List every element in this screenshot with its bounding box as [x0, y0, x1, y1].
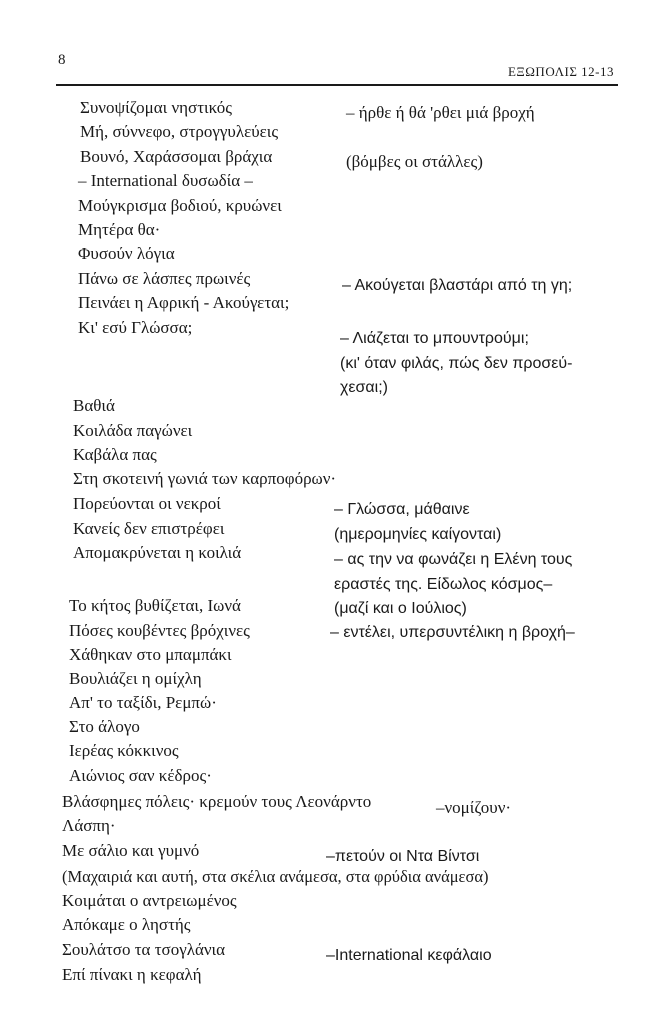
- poem-line-right: –International κεφάλαιο: [326, 947, 492, 964]
- poem-line: Βλάσφημες πόλεις· κρεμούν τους Λεονάρντο: [62, 792, 372, 811]
- poem-line: Απομακρύνεται η κοιλιά: [73, 543, 242, 562]
- poem-line: Πορεύονται οι νεκροί: [73, 494, 221, 513]
- poem-line-right: –νομίζουν·: [436, 798, 512, 817]
- poem-line: Φυσούν λόγια: [78, 244, 175, 263]
- poem-line: Απόκαμε ο ληστής: [62, 915, 191, 934]
- poem-line: Κι' εσύ Γλώσσα;: [78, 318, 193, 337]
- poem-line: Συνοψίζομαι νηστικός: [80, 98, 233, 117]
- poem-line: Αιώνιος σαν κέδρος·: [69, 766, 212, 785]
- poem-line-right: – Γλώσσα, μάθαινε: [334, 501, 470, 518]
- poem-line-right: – ήρθε ή θά 'ρθει μιά βροχή: [346, 103, 535, 122]
- page-number: 8: [58, 52, 66, 68]
- poem-line: Πάνω σε λάσπες πρωινές: [78, 269, 251, 288]
- poem-line: Πόσες κουβέντες βρόχινες: [69, 621, 250, 640]
- poem-line: Καβάλα πας: [73, 445, 157, 464]
- poem-line: Κοιλάδα παγώνει: [73, 421, 193, 440]
- poem-line: Σουλάτσο τα τσογλάνια: [62, 940, 226, 959]
- poem-line: Στο άλογο: [69, 717, 140, 736]
- poem-line: Μούγκρισμα βοδιού, κρυώνει: [78, 196, 282, 215]
- poem-line-right: εραστές της. Είδωλος κόσμος–: [334, 576, 553, 593]
- poem-line: Επί πίνακι η κεφαλή: [62, 965, 202, 984]
- poem-line-right: (μαζί και ο Ιούλιος): [334, 600, 467, 617]
- poem-line: Βουλιάζει η ομίχλη: [69, 669, 202, 688]
- poem-line: Πεινάει η Αφρική - Ακούγεται;: [78, 293, 290, 312]
- running-title: ΕΞΩΠΟΛΙΣ 12-13: [507, 64, 614, 79]
- poem-line: Κανείς δεν επιστρέφει: [73, 519, 225, 538]
- poem-line-right: – εντέλει, υπερσυντέλικη η βροχή–: [330, 624, 575, 641]
- poem-line-right: – ας την να φωνάζει η Ελένη τους: [334, 551, 573, 568]
- poem-line: Με σάλιο και γυμνό: [62, 841, 200, 860]
- poem-line-right: –πετούν οι Ντα Βίντσι: [326, 848, 480, 865]
- poem-line: – International δυσωδία –: [78, 171, 253, 190]
- poem-line-right: – Ακούγεται βλαστάρι από τη γη;: [342, 277, 573, 294]
- poem-line: (Μαχαιριά και αυτή, στα σκέλια ανάμεσα, στα φρύδια ανάμεσα): [62, 867, 489, 886]
- poem-line: Στη σκοτεινή γωνιά των καρποφόρων·: [73, 469, 337, 488]
- poem-line-right: (ημερομηνίες καίγονται): [334, 526, 502, 543]
- poem-line: Απ' το ταξίδι, Ρεμπώ·: [69, 693, 217, 712]
- header-rule: [56, 84, 618, 86]
- poem-line: Μητέρα θα·: [78, 220, 161, 239]
- poem-line: Χάθηκαν στο μπαμπάκι: [69, 645, 232, 664]
- poem-line-right: – Λιάζεται το μπουντρούμι;: [340, 330, 529, 347]
- poem-line-right: χεσαι;): [340, 379, 388, 396]
- poem-line: Μή, σύννεφο, στρογγυλεύεις: [80, 122, 279, 141]
- poem-line: Ιερέας κόκκινος: [69, 741, 179, 760]
- poem-line: Λάσπη·: [62, 816, 116, 835]
- poem-line-right: (κι' όταν φιλάς, πώς δεν προσεύ-: [340, 355, 573, 372]
- poem-line: Βαθιά: [73, 396, 115, 415]
- poem-line: Το κήτος βυθίζεται, Ιωνά: [69, 596, 241, 615]
- poem-line-right: (βόμβες οι στάλλες): [346, 152, 483, 171]
- poem-line: Κοιμάται ο αντρειωμένος: [62, 891, 237, 910]
- poem-line: Βουνό, Χαράσσομαι βράχια: [80, 147, 273, 166]
